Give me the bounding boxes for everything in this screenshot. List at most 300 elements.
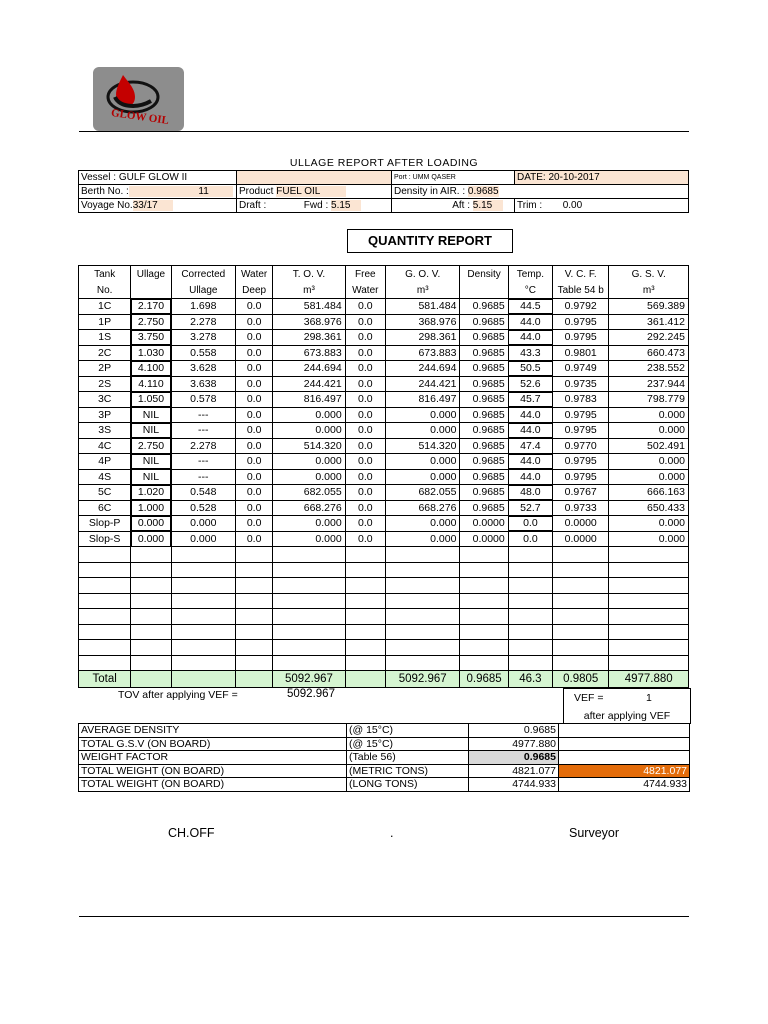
cell-free: 0.0 bbox=[345, 407, 385, 423]
cell-corr: 0.000 bbox=[171, 531, 235, 547]
cell-corr: 0.558 bbox=[171, 345, 235, 361]
table-row bbox=[79, 531, 689, 547]
total-gov: 5092.967 bbox=[385, 671, 459, 688]
summary-row bbox=[79, 778, 690, 792]
cell-corr: 2.278 bbox=[171, 314, 235, 330]
cell-free: 0.0 bbox=[345, 330, 385, 346]
cell-tank: 6C bbox=[79, 500, 131, 516]
cell-corr: --- bbox=[171, 407, 235, 423]
table-row bbox=[79, 547, 689, 563]
cell-density: 0.9685 bbox=[460, 299, 508, 315]
cell-gsv bbox=[609, 562, 689, 578]
cell-gsv: 569.389 bbox=[609, 299, 689, 315]
cell-water bbox=[236, 593, 273, 609]
cell-water bbox=[236, 578, 273, 594]
cell-tank bbox=[79, 547, 131, 563]
cell-vcf: 0.9801 bbox=[553, 345, 609, 361]
column-header bbox=[131, 282, 171, 299]
cell-density: 0.9685 bbox=[460, 361, 508, 377]
cell-gov: 682.055 bbox=[385, 485, 459, 501]
total-ullage bbox=[131, 671, 171, 688]
cell-ullage: 2.750 bbox=[131, 314, 171, 330]
cell-water bbox=[236, 547, 273, 563]
cell-water: 0.0 bbox=[236, 376, 273, 392]
total-gsv: 4977.880 bbox=[609, 671, 689, 688]
cell-gsv: 238.552 bbox=[609, 361, 689, 377]
total-tov: 5092.967 bbox=[273, 671, 345, 688]
cell-density: 0.9685 bbox=[460, 500, 508, 516]
cell-free bbox=[345, 609, 385, 625]
port: Port : UMM QASER bbox=[392, 171, 515, 185]
cell-gov bbox=[385, 609, 459, 625]
cell-vcf bbox=[553, 624, 609, 640]
cell-free: 0.0 bbox=[345, 438, 385, 454]
summary-label: AVERAGE DENSITY bbox=[79, 724, 347, 738]
cell-tank: Slop-S bbox=[79, 531, 131, 547]
cell-tov: 0.000 bbox=[273, 407, 345, 423]
cell-density: 0.9685 bbox=[460, 469, 508, 485]
cell-ullage bbox=[131, 624, 171, 640]
cell-water: 0.0 bbox=[236, 485, 273, 501]
cell-temp: 47.4 bbox=[508, 438, 552, 454]
cell-tov bbox=[273, 578, 345, 594]
total-vcf: 0.9805 bbox=[553, 671, 609, 688]
table-row bbox=[79, 655, 689, 671]
cell-water: 0.0 bbox=[236, 330, 273, 346]
cell-water: 0.0 bbox=[236, 299, 273, 315]
column-header: Ullage bbox=[131, 266, 171, 283]
cell-tank: 3C bbox=[79, 392, 131, 408]
middle-signature: . bbox=[390, 826, 394, 840]
summary-row bbox=[79, 724, 690, 738]
cell-tank: 4C bbox=[79, 438, 131, 454]
cell-corr: --- bbox=[171, 454, 235, 470]
cell-gsv: 292.245 bbox=[609, 330, 689, 346]
cell-ullage: 1.030 bbox=[131, 345, 171, 361]
cell-gov: 816.497 bbox=[385, 392, 459, 408]
summary-unit: (Table 56) bbox=[347, 751, 469, 765]
cell-tank: 4P bbox=[79, 454, 131, 470]
cell-water bbox=[236, 655, 273, 671]
cell-vcf: 0.0000 bbox=[553, 516, 609, 532]
cell-tov bbox=[273, 562, 345, 578]
quantity-table bbox=[78, 265, 689, 688]
table-row bbox=[79, 299, 689, 315]
cell-temp: 44.0 bbox=[508, 423, 552, 439]
cell-vcf: 0.9795 bbox=[553, 330, 609, 346]
total-temp: 46.3 bbox=[508, 671, 552, 688]
table-row bbox=[79, 469, 689, 485]
cell-tov: 298.361 bbox=[273, 330, 345, 346]
cell-tov: 682.055 bbox=[273, 485, 345, 501]
table-row bbox=[79, 314, 689, 330]
cell-ullage bbox=[131, 655, 171, 671]
cell-vcf: 0.9795 bbox=[553, 314, 609, 330]
cell-gsv: 650.433 bbox=[609, 500, 689, 516]
cell-gov: 298.361 bbox=[385, 330, 459, 346]
cell-water: 0.0 bbox=[236, 469, 273, 485]
cell-gsv bbox=[609, 547, 689, 563]
cell-density bbox=[460, 655, 508, 671]
after-vef-label: after applying VEF bbox=[563, 706, 691, 724]
cell-tank: 1S bbox=[79, 330, 131, 346]
table-row bbox=[79, 376, 689, 392]
summary-right bbox=[559, 737, 690, 751]
cell-water: 0.0 bbox=[236, 392, 273, 408]
cell-tov: 673.883 bbox=[273, 345, 345, 361]
cell-temp bbox=[508, 593, 552, 609]
total-tank: Total bbox=[79, 671, 131, 688]
cell-tov: 0.000 bbox=[273, 516, 345, 532]
cell-tov: 514.320 bbox=[273, 438, 345, 454]
table-row bbox=[79, 392, 689, 408]
column-header: Corrected bbox=[171, 266, 235, 283]
cell-tank bbox=[79, 562, 131, 578]
cell-water: 0.0 bbox=[236, 407, 273, 423]
cell-vcf: 0.9795 bbox=[553, 423, 609, 439]
cell-corr bbox=[171, 562, 235, 578]
cell-free: 0.0 bbox=[345, 485, 385, 501]
cell-gov: 0.000 bbox=[385, 407, 459, 423]
cell-tank bbox=[79, 578, 131, 594]
vessel-info-table bbox=[78, 170, 689, 213]
cell-tov: 368.976 bbox=[273, 314, 345, 330]
cell-density bbox=[460, 562, 508, 578]
column-header: Deep bbox=[236, 282, 273, 299]
column-header: V. C. F. bbox=[553, 266, 609, 283]
cell-free bbox=[345, 593, 385, 609]
column-header: °C bbox=[508, 282, 552, 299]
summary-right bbox=[559, 724, 690, 738]
cell-corr bbox=[171, 609, 235, 625]
cell-gov: 0.000 bbox=[385, 531, 459, 547]
cell-gov: 0.000 bbox=[385, 423, 459, 439]
vessel-name: GULF GLOW II bbox=[118, 172, 188, 183]
cell-tov bbox=[273, 640, 345, 656]
cell-free: 0.0 bbox=[345, 361, 385, 377]
cell-gov: 0.000 bbox=[385, 454, 459, 470]
column-header: Tank bbox=[79, 266, 131, 283]
cell-temp: 44.0 bbox=[508, 469, 552, 485]
cell-ullage: NIL bbox=[131, 423, 171, 439]
cell-ullage: NIL bbox=[131, 454, 171, 470]
cell-density: 0.9685 bbox=[460, 438, 508, 454]
aft-label: Aft : bbox=[452, 200, 470, 211]
cell-temp: 44.0 bbox=[508, 407, 552, 423]
cell-corr: 1.698 bbox=[171, 299, 235, 315]
cell-tov bbox=[273, 609, 345, 625]
cell-tank: 4S bbox=[79, 469, 131, 485]
cell-tank: 1C bbox=[79, 299, 131, 315]
cell-density bbox=[460, 640, 508, 656]
table-row bbox=[79, 407, 689, 423]
cell-ullage: 1.050 bbox=[131, 392, 171, 408]
cell-corr bbox=[171, 547, 235, 563]
table-row bbox=[79, 330, 689, 346]
trim-value: 0.00 bbox=[562, 200, 583, 211]
column-header: Free bbox=[345, 266, 385, 283]
total-density: 0.9685 bbox=[460, 671, 508, 688]
table-row bbox=[79, 593, 689, 609]
cell-temp: 44.5 bbox=[508, 299, 552, 315]
column-header: Density bbox=[460, 266, 508, 283]
cell-tov bbox=[273, 624, 345, 640]
cell-corr: 3.278 bbox=[171, 330, 235, 346]
cell-tov: 0.000 bbox=[273, 454, 345, 470]
cell-corr bbox=[171, 593, 235, 609]
company-logo bbox=[93, 67, 184, 131]
ch-off-signature: CH.OFF bbox=[168, 826, 215, 840]
cell-water: 0.0 bbox=[236, 345, 273, 361]
total-free bbox=[345, 671, 385, 688]
cell-free: 0.0 bbox=[345, 299, 385, 315]
cell-vcf: 0.9795 bbox=[553, 407, 609, 423]
cell-water bbox=[236, 562, 273, 578]
cell-ullage: NIL bbox=[131, 469, 171, 485]
cell-vcf: 0.9792 bbox=[553, 299, 609, 315]
cell-temp: 48.0 bbox=[508, 485, 552, 501]
table-row bbox=[79, 345, 689, 361]
cell-tank: 2S bbox=[79, 376, 131, 392]
cell-gov: 0.000 bbox=[385, 516, 459, 532]
cell-temp: 45.7 bbox=[508, 392, 552, 408]
cell-gsv: 798.779 bbox=[609, 392, 689, 408]
cell-water bbox=[236, 609, 273, 625]
cell-density bbox=[460, 593, 508, 609]
cell-tov: 0.000 bbox=[273, 423, 345, 439]
cell-gov bbox=[385, 593, 459, 609]
summary-unit: (@ 15°C) bbox=[347, 737, 469, 751]
cell-vcf: 0.9770 bbox=[553, 438, 609, 454]
cell-free: 0.0 bbox=[345, 500, 385, 516]
cell-density: 0.9685 bbox=[460, 376, 508, 392]
cell-gsv bbox=[609, 640, 689, 656]
cell-water: 0.0 bbox=[236, 423, 273, 439]
report-date: DATE: 20-10-2017 bbox=[515, 171, 689, 185]
cell-ullage: NIL bbox=[131, 407, 171, 423]
summary-unit: (@ 15°C) bbox=[347, 724, 469, 738]
column-header: Water bbox=[345, 282, 385, 299]
cell-gsv bbox=[609, 578, 689, 594]
summary-row bbox=[79, 737, 690, 751]
cell-tov: 668.276 bbox=[273, 500, 345, 516]
cell-tov: 244.694 bbox=[273, 361, 345, 377]
cell-vcf: 0.9795 bbox=[553, 454, 609, 470]
cell-free: 0.0 bbox=[345, 469, 385, 485]
summary-value: 4977.880 bbox=[469, 737, 559, 751]
cell-vcf bbox=[553, 593, 609, 609]
column-header: T. O. V. bbox=[273, 266, 345, 283]
vef-value: 1 bbox=[646, 692, 652, 704]
column-header: No. bbox=[79, 282, 131, 299]
cell-gov bbox=[385, 562, 459, 578]
summary-value: 4821.077 bbox=[469, 764, 559, 778]
cell-ullage: 1.020 bbox=[131, 485, 171, 501]
cell-tank: 2C bbox=[79, 345, 131, 361]
table-row bbox=[79, 609, 689, 625]
cell-vcf: 0.9795 bbox=[553, 469, 609, 485]
summary-right: 4821.077 bbox=[559, 764, 690, 778]
cell-tank: 2P bbox=[79, 361, 131, 377]
cell-temp: 44.0 bbox=[508, 330, 552, 346]
cell-vcf: 0.9735 bbox=[553, 376, 609, 392]
cell-water bbox=[236, 624, 273, 640]
cell-corr: 2.278 bbox=[171, 438, 235, 454]
cell-vcf bbox=[553, 640, 609, 656]
report-title: ULLAGE REPORT AFTER LOADING bbox=[289, 157, 479, 169]
cell-water: 0.0 bbox=[236, 314, 273, 330]
cell-density: 0.9685 bbox=[460, 345, 508, 361]
cell-density: 0.0000 bbox=[460, 531, 508, 547]
cell-gsv: 0.000 bbox=[609, 407, 689, 423]
cell-gov: 673.883 bbox=[385, 345, 459, 361]
cell-density: 0.9685 bbox=[460, 392, 508, 408]
cell-gov bbox=[385, 547, 459, 563]
cell-vcf: 0.0000 bbox=[553, 531, 609, 547]
cell-free bbox=[345, 640, 385, 656]
cell-ullage bbox=[131, 609, 171, 625]
cell-gov bbox=[385, 624, 459, 640]
cell-ullage bbox=[131, 640, 171, 656]
cell-gsv: 0.000 bbox=[609, 531, 689, 547]
cell-gov: 368.976 bbox=[385, 314, 459, 330]
cell-ullage bbox=[131, 562, 171, 578]
cell-temp: 52.6 bbox=[508, 376, 552, 392]
cell-tank: 1P bbox=[79, 314, 131, 330]
cell-free: 0.0 bbox=[345, 423, 385, 439]
cell-ullage: 2.170 bbox=[131, 299, 171, 315]
header-row bbox=[79, 282, 689, 299]
cell-water: 0.0 bbox=[236, 531, 273, 547]
column-header: Table 54 b bbox=[553, 282, 609, 299]
cell-density: 0.9685 bbox=[460, 407, 508, 423]
cell-water bbox=[236, 640, 273, 656]
cell-density: 0.9685 bbox=[460, 485, 508, 501]
table-row bbox=[79, 500, 689, 516]
table-row bbox=[79, 423, 689, 439]
density-label: Density in AIR. : bbox=[394, 186, 466, 197]
table-row bbox=[79, 454, 689, 470]
cell-tov: 816.497 bbox=[273, 392, 345, 408]
table-row bbox=[79, 562, 689, 578]
cell-temp: 43.3 bbox=[508, 345, 552, 361]
cell-temp bbox=[508, 624, 552, 640]
product-label: Product bbox=[239, 186, 274, 197]
summary-unit: (METRIC TONS) bbox=[347, 764, 469, 778]
table-row bbox=[79, 485, 689, 501]
table-row bbox=[79, 361, 689, 377]
cell-temp bbox=[508, 547, 552, 563]
quantity-report-title: QUANTITY REPORT bbox=[347, 229, 513, 253]
cell-vcf: 0.9783 bbox=[553, 392, 609, 408]
cell-tov bbox=[273, 593, 345, 609]
product-name: FUEL OIL bbox=[276, 186, 346, 197]
summary-label: TOTAL WEIGHT (ON BOARD) bbox=[79, 778, 347, 792]
cell-density: 0.9685 bbox=[460, 330, 508, 346]
cell-gov bbox=[385, 655, 459, 671]
cell-tank: Slop-P bbox=[79, 516, 131, 532]
cell-corr: 3.638 bbox=[171, 376, 235, 392]
cell-corr bbox=[171, 655, 235, 671]
cell-tov bbox=[273, 655, 345, 671]
cell-corr: 0.000 bbox=[171, 516, 235, 532]
cell-gsv: 0.000 bbox=[609, 454, 689, 470]
cell-density: 0.9685 bbox=[460, 423, 508, 439]
summary-row bbox=[79, 764, 690, 778]
cell-gov bbox=[385, 640, 459, 656]
fwd-label: Fwd : bbox=[303, 200, 329, 211]
cell-gov: 581.484 bbox=[385, 299, 459, 315]
cell-water: 0.0 bbox=[236, 500, 273, 516]
table-row bbox=[79, 624, 689, 640]
trim-label: Trim : bbox=[517, 200, 543, 211]
cell-temp: 0.0 bbox=[508, 516, 552, 532]
cell-free bbox=[345, 562, 385, 578]
tov-vef-label: TOV after applying VEF = bbox=[118, 689, 238, 701]
cell-ullage: 0.000 bbox=[131, 516, 171, 532]
column-header: Ullage bbox=[171, 282, 235, 299]
cell-gov: 668.276 bbox=[385, 500, 459, 516]
table-row bbox=[79, 516, 689, 532]
cell-gsv: 502.491 bbox=[609, 438, 689, 454]
cell-temp bbox=[508, 578, 552, 594]
cell-temp: 52.7 bbox=[508, 500, 552, 516]
berth-label: Berth No. : bbox=[81, 186, 129, 197]
cell-water: 0.0 bbox=[236, 438, 273, 454]
voyage-label: Voyage No. bbox=[81, 200, 133, 211]
logo-text: GLOW OIL bbox=[110, 107, 170, 127]
cell-gsv bbox=[609, 655, 689, 671]
cell-gsv: 666.163 bbox=[609, 485, 689, 501]
cell-tov: 581.484 bbox=[273, 299, 345, 315]
cell-free bbox=[345, 655, 385, 671]
cell-corr bbox=[171, 578, 235, 594]
cell-temp: 50.5 bbox=[508, 361, 552, 377]
berth-no: 11 bbox=[129, 186, 233, 197]
cell-tank: 3P bbox=[79, 407, 131, 423]
cell-density bbox=[460, 624, 508, 640]
cell-vcf bbox=[553, 547, 609, 563]
cell-tov bbox=[273, 547, 345, 563]
cell-temp bbox=[508, 609, 552, 625]
cell-corr: 0.528 bbox=[171, 500, 235, 516]
draft-label: Draft : bbox=[239, 200, 267, 211]
footer-divider bbox=[79, 916, 689, 917]
surveyor-signature: Surveyor bbox=[569, 826, 620, 840]
cell-water: 0.0 bbox=[236, 516, 273, 532]
cell-corr: --- bbox=[171, 469, 235, 485]
cell-free: 0.0 bbox=[345, 392, 385, 408]
cell-gsv: 361.412 bbox=[609, 314, 689, 330]
cell-gsv bbox=[609, 609, 689, 625]
cell-tov: 0.000 bbox=[273, 531, 345, 547]
cell-tov: 244.421 bbox=[273, 376, 345, 392]
total-row bbox=[79, 671, 689, 688]
column-header: Temp. bbox=[508, 266, 552, 283]
fwd-draft: 5.15 bbox=[331, 200, 361, 211]
column-header: Water bbox=[236, 266, 273, 283]
cell-free bbox=[345, 547, 385, 563]
total-water bbox=[236, 671, 273, 688]
total-corr bbox=[171, 671, 235, 688]
cell-gov: 244.421 bbox=[385, 376, 459, 392]
table-row bbox=[79, 438, 689, 454]
summary-label: TOTAL WEIGHT (ON BOARD) bbox=[79, 764, 347, 778]
column-header bbox=[460, 282, 508, 299]
cell-ullage: 3.750 bbox=[131, 330, 171, 346]
summary-label: TOTAL G.S.V (ON BOARD) bbox=[79, 737, 347, 751]
summary-value: 0.9685 bbox=[469, 724, 559, 738]
